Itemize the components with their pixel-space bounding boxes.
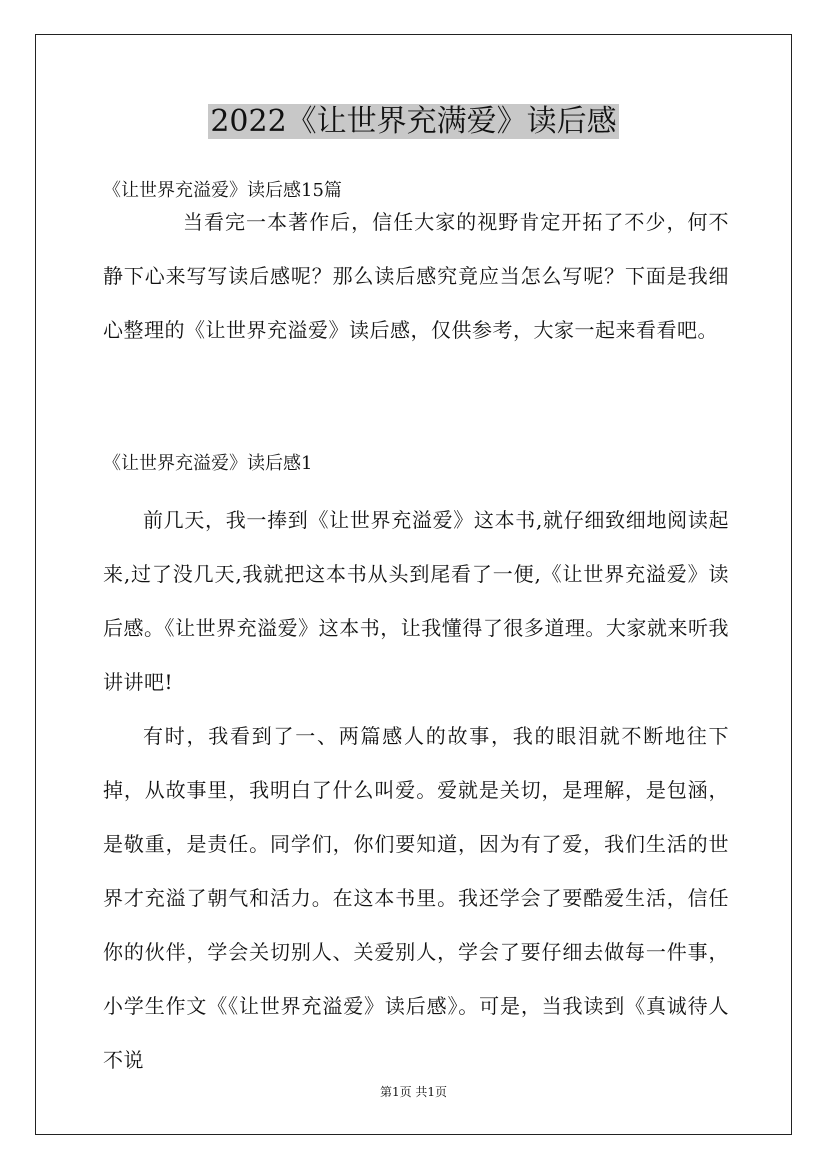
body-paragraph: 前几天，我一捧到《让世界充溢爱》这本书,就仔细致细地阅读起来,过了没几天,我就把这本书从头到尾看了一便,《让世界充溢爱》读后感。《让世界充溢爱》这本书，让我懂得了很多道理。大家就来听我讲讲吧! xyxy=(103,508,729,694)
document-title xyxy=(0,100,827,144)
document-title-text: 2022《让世界充满爱》读后感 xyxy=(210,104,617,139)
intro-paragraph: 当看完一本著作后，信任大家的视野肯定开拓了不少，何不静下心来写写读后感呢？那么读后感究竟应当怎么写呢？下面是我细心整理的《让世界充溢爱》读后感，仅供参考，大家一起来看看吧。 xyxy=(103,210,729,342)
section-heading: 《让世界充溢爱》读后感1 xyxy=(103,453,313,474)
page-footer: 第1页 共1页 xyxy=(379,1085,448,1099)
body-paragraph: 有时，我看到了一、两篇感人的故事，我的眼泪就不断地往下掉，从故事里，我明白了什么叫爱。爱就是关切，是理解，是包涵，是敬重，是责任。同学们，你们要知道，因为有了爱，我们生活的世界才充溢了朝气和活力。在这本书里。我还学会了要酷爱生活，信任你的伙伴，学会关切别人、关爱别人，学会了要仔细去做每一件事，小学生作文《《让世界充溢爱》读后感》。可是，当我读到《真诚待人不说 xyxy=(103,724,729,1072)
document-subtitle: 《让世界充溢爱》读后感15篇 xyxy=(103,180,342,201)
